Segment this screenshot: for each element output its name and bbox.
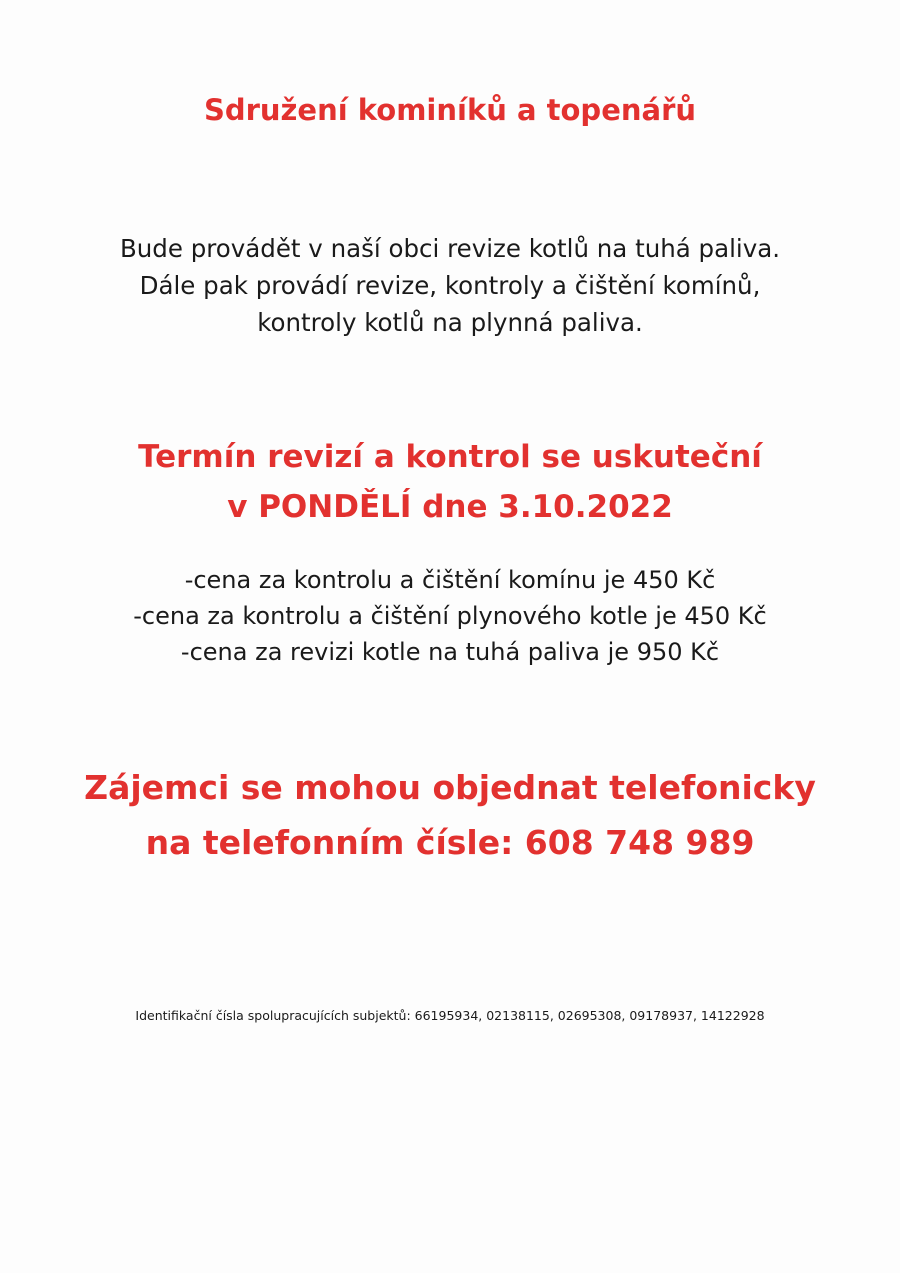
- contact-line: Zájemci se mohou objednat telefonicky: [84, 768, 816, 807]
- price-item: -cena za kontrolu a čištění plynového kotle je 450 Kč: [133, 602, 767, 630]
- price-list: [0, 562, 900, 670]
- intro-text: [0, 230, 900, 341]
- term-date-line: v PONDĚLÍ dne 3.10.2022: [227, 489, 673, 525]
- contact-info: [0, 760, 900, 870]
- price-item: -cena za kontrolu a čištění komínu je 450 Kč: [184, 566, 716, 594]
- phone-line: na telefonním čísle: 608 748 989: [145, 823, 755, 862]
- intro-line: Dále pak provádí revize, kontroly a čištění komínů,: [139, 271, 761, 300]
- price-item: -cena za revizi kotle na tuhá paliva je 950 Kč: [180, 638, 720, 666]
- identification-numbers: Identifikační čísla spolupracujících subjektů: 66195934, 02138115, 02695308, 09178937, 14122928: [135, 1008, 765, 1023]
- term-line: Termín revizí a kontrol se uskuteční: [138, 439, 762, 475]
- intro-line: kontroly kotlů na plynná paliva.: [257, 308, 643, 337]
- notice-heading: Sdružení kominíků a topenářů: [203, 93, 697, 127]
- intro-line: Bude provádět v naší obci revize kotlů na tuhá paliva.: [119, 234, 781, 263]
- term-announcement: [0, 432, 900, 532]
